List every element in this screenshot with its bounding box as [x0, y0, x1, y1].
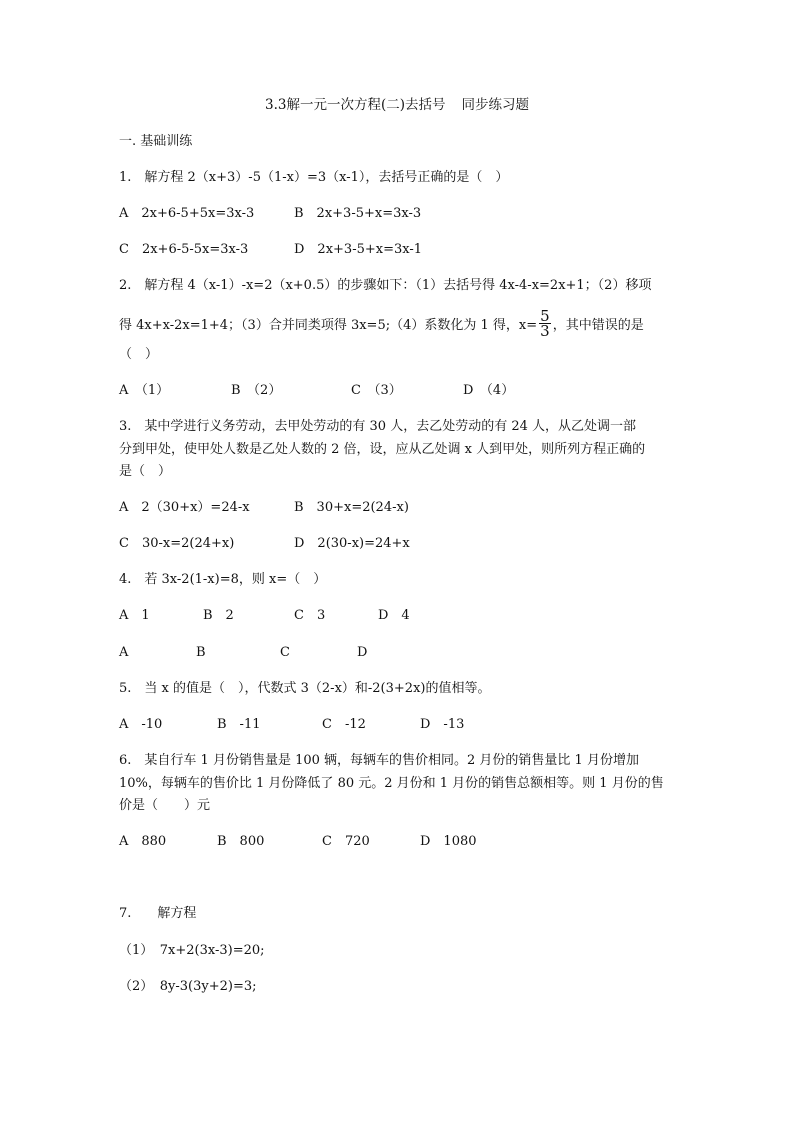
- option-a: A 2x+6-5+5x=3x-3: [119, 206, 255, 221]
- question-2-line-1: 2. 解方程 4（x-1）-x=2（x+0.5）的步骤如下：（1）去括号得 4x-4-x=2x+1；（2）移项: [119, 278, 652, 293]
- question-7-item-2: （2） 8y-3(3y+2)=3;: [119, 979, 257, 994]
- question-5-stem: 5. 当 x 的值是（ ），代数式 3（2-x）和-2(3+2x)的值相等。: [119, 681, 491, 696]
- blank-option-c: C: [280, 645, 290, 660]
- option-d: D -13: [420, 717, 465, 732]
- option-a: A 1: [119, 608, 150, 623]
- question-4-blank-options: [119, 644, 367, 662]
- option-c: C 2x+6-5-5x=3x-3: [119, 242, 249, 257]
- option-b: B 2: [203, 608, 234, 623]
- question-2-options: [119, 382, 514, 400]
- question-6-options: [119, 833, 477, 851]
- option-b: B 30+x=2(24-x): [294, 500, 409, 515]
- option-d: D 2x+3-5+x=3x-1: [294, 242, 423, 257]
- option-d: D 1080: [420, 834, 477, 849]
- option-c: C 3: [294, 608, 326, 623]
- question-1-stem: 1. 解方程 2（x+3）-5（1-x）=3（x-1），去括号正确的是（ ）: [119, 170, 509, 185]
- question-3-line-1: 3. 某中学进行义务劳动，去甲处劳动的有 30 人，去乙处劳动的有 24 人，从乙处调一部: [119, 419, 637, 434]
- question-7-item-1: （1） 7x+2(3x-3)=20;: [119, 943, 265, 958]
- blank-option-d: D: [357, 645, 368, 660]
- question-6-line-1: 6. 某自行车 1 月份销售量是 100 辆，每辆车的售价相同。2 月份的销售量比 1 月份增加: [119, 753, 639, 768]
- title-sub: 同步练习题: [461, 97, 529, 113]
- question-2-line-2-text: 得 4x+x-2x=1+4；（3）合并同类项得 3x=5;（4）系数化为 1 得，x=: [119, 318, 538, 333]
- option-d: D （4）: [463, 383, 515, 398]
- question-1-options-row-1: [119, 205, 421, 223]
- blank-option-a: A: [119, 645, 129, 660]
- option-b: B -11: [217, 717, 261, 732]
- option-b: B （2）: [231, 383, 282, 398]
- question-2-line-3: （ ）: [119, 347, 159, 362]
- question-2-line-2: [119, 307, 644, 340]
- option-c: C -12: [322, 717, 366, 732]
- section-heading: 一. 基础训练: [119, 134, 193, 149]
- question-3-options-row-2: [119, 535, 410, 553]
- question-2-line-2-tail: ，其中错误的是: [552, 318, 644, 333]
- question-4-stem: 4. 若 3x-2(1-x)=8，则 x=（ ）: [119, 572, 327, 587]
- option-b: B 800: [217, 834, 265, 849]
- option-a: A 880: [119, 834, 167, 849]
- option-c: C （3）: [351, 383, 402, 398]
- question-1-options-row-2: [119, 241, 422, 259]
- question-3-options-row-1: [119, 499, 409, 517]
- question-6-line-2: 10%，每辆车的售价比 1 月份降低了 80 元。2 月份和 1 月份的销售总额相等。则 1 月份的售: [119, 776, 664, 791]
- question-7-stem: 7. 解方程: [119, 906, 197, 921]
- question-6-line-3: 价是（ ）元: [119, 798, 211, 813]
- option-d: D 4: [378, 608, 410, 623]
- title-main: 3.3解一元一次方程(二)去括号: [264, 97, 446, 113]
- option-d: D 2(30-x)=24+x: [294, 536, 410, 551]
- option-b: B 2x+3-5+x=3x-3: [294, 206, 422, 221]
- fraction-denominator: 3: [540, 322, 550, 340]
- option-a: A （1）: [119, 383, 170, 398]
- question-3-line-2: 分到甲处，使甲处人数是乙处人数的 2 倍，设，应从乙处调 x 人到甲处，则所列方程正确的: [119, 442, 646, 457]
- fraction-numerator: 5: [540, 307, 550, 325]
- fraction-five-thirds: [539, 309, 551, 338]
- question-3-line-3: 是（ ）: [119, 464, 172, 479]
- option-c: C 720: [322, 834, 370, 849]
- question-5-options: [119, 716, 464, 734]
- option-a: A -10: [119, 717, 163, 732]
- option-a: A 2（30+x）=24-x: [119, 500, 250, 515]
- page-title: [0, 96, 794, 114]
- question-4-options: [119, 607, 410, 625]
- option-c: C 30-x=2(24+x): [119, 536, 235, 551]
- blank-option-b: B: [196, 645, 206, 660]
